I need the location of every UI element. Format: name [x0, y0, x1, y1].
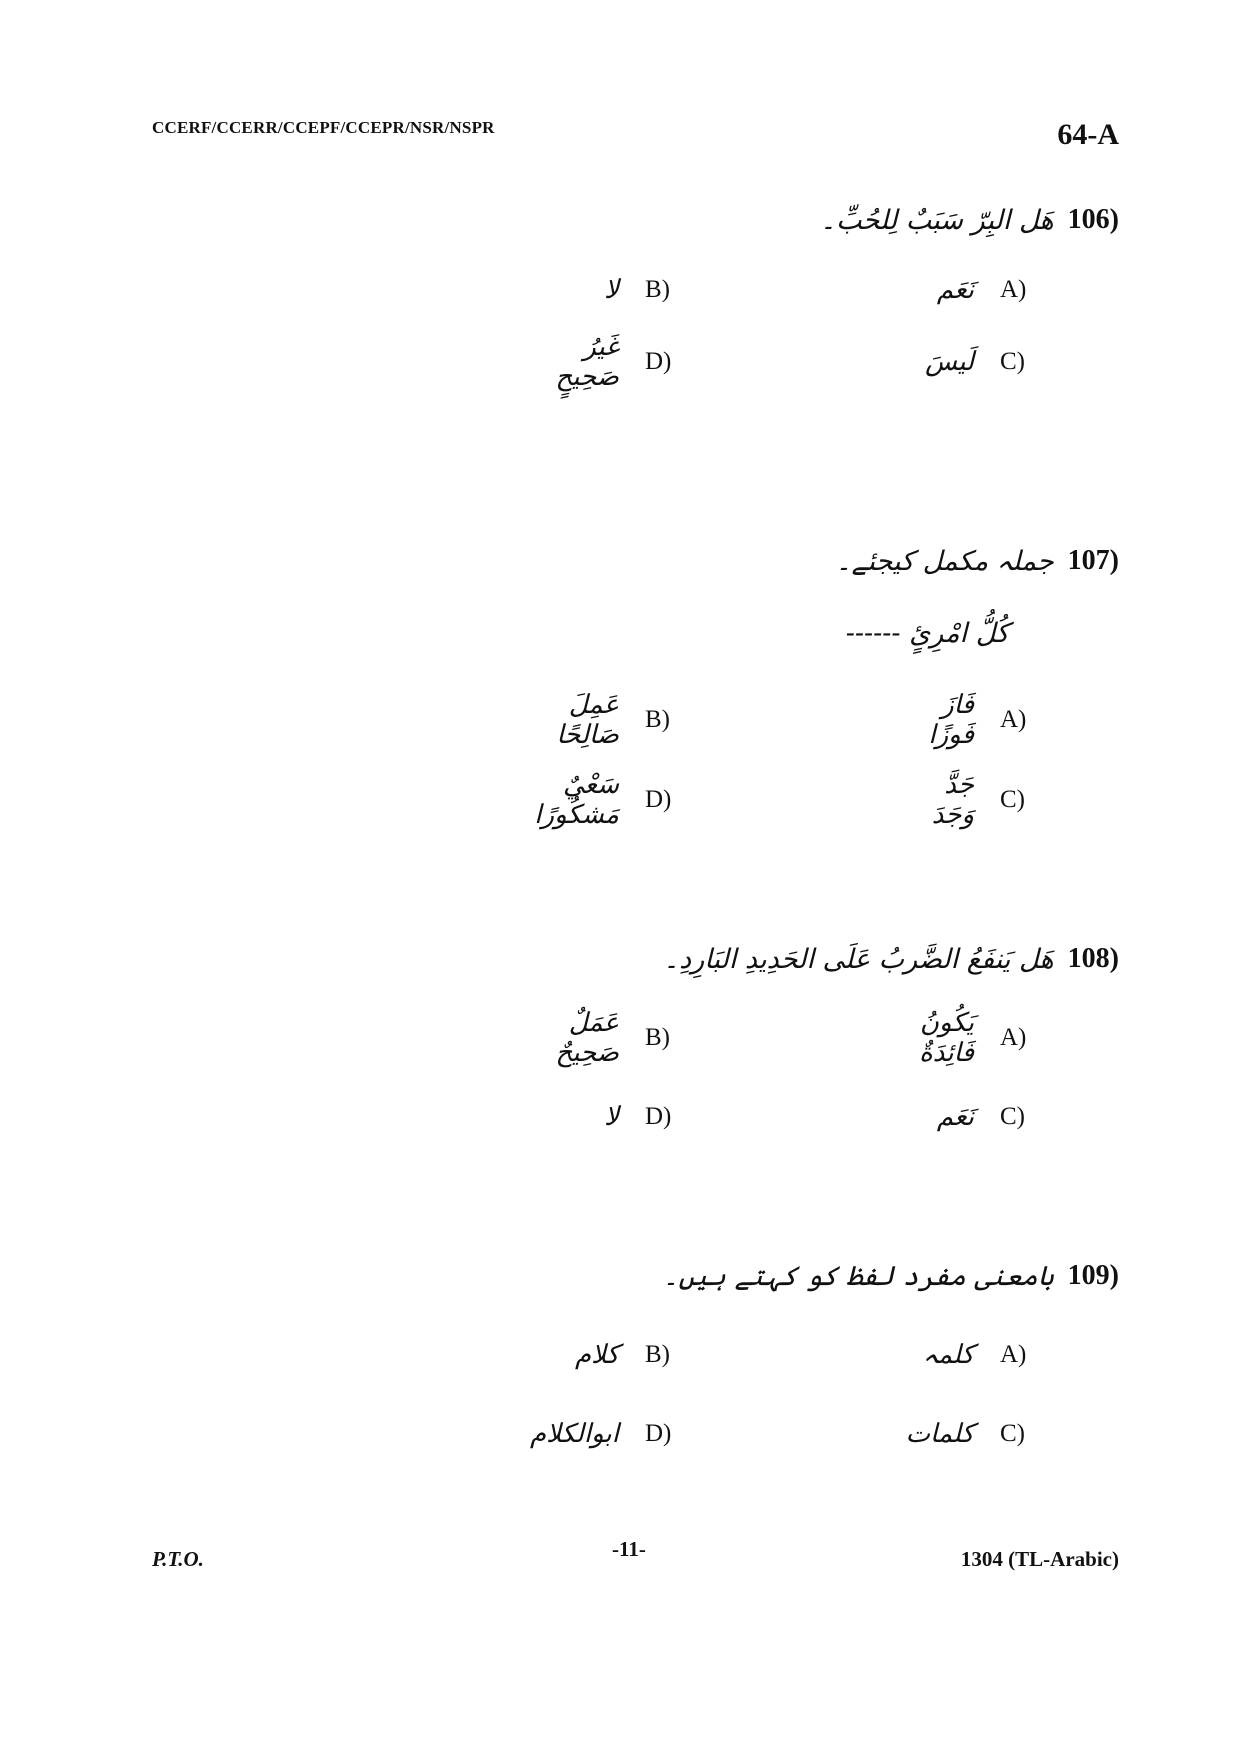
option-text: نَعَم [936, 275, 974, 305]
option-text: سَعْيٌ مَشكُورًا [534, 770, 619, 830]
option-text: عَمِلَ صَالِحًا [556, 690, 619, 750]
question-number: 107) [1067, 545, 1119, 576]
option-text: عَمَلٌ صَحِيحٌ [555, 1008, 619, 1068]
option-text: لَيسَ [925, 347, 974, 377]
option-label: D) [645, 348, 672, 375]
option-label: D) [645, 786, 672, 813]
option-text: يَكُونُ فَائِدَةٌ [919, 1008, 974, 1068]
question-number: 108) [1067, 943, 1119, 974]
option-label: B) [645, 706, 670, 733]
option-text: غَيرُ صَحِيحٍ [555, 332, 619, 392]
question-text: جملہ مکمل کیجئے۔ [835, 545, 1054, 577]
page-number: -11- [612, 1537, 646, 1561]
footer-pto: P.T.O. [152, 1547, 204, 1571]
option-label: B) [645, 1024, 670, 1051]
option-text: ابوالكلام [529, 1419, 619, 1449]
header-exam-code: CCERF/CCERR/CCEPF/CCEPR/NSR/NSPR [152, 118, 495, 137]
option-text: لا [604, 275, 619, 305]
option-text: كلمات [905, 1419, 974, 1449]
option-label: C) [1000, 1103, 1025, 1130]
option-text: كلام [575, 1340, 619, 1370]
question-text: بامعنی مفرد لفظ کو کہتے ہیں۔ [662, 1260, 1054, 1292]
option-label: A) [1000, 1341, 1027, 1368]
option-label: A) [1000, 706, 1027, 733]
option-label: A) [1000, 1024, 1027, 1051]
option-label: C) [1000, 1420, 1025, 1447]
option-text: كلمہ [922, 1340, 974, 1370]
option-label: C) [1000, 786, 1025, 813]
option-label: C) [1000, 348, 1025, 375]
question-text: هَل يَنفَعُ الضَّربُ عَلَى الحَدِيدِ البَارِدِ۔ [663, 943, 1054, 975]
option-text: جَدَّ وَجَدَ [931, 770, 974, 830]
footer-paper-code: 1304 (TL-Arabic) [960, 1547, 1119, 1571]
option-text: نَعَم [936, 1102, 974, 1132]
option-label: D) [645, 1103, 672, 1130]
option-text: لا [604, 1102, 619, 1132]
question-number: 109) [1067, 1260, 1119, 1291]
header-series: 64-A [1057, 118, 1119, 151]
question-number: 106) [1067, 204, 1119, 235]
option-label: A) [1000, 276, 1027, 303]
option-text: فَازَ فَوزًا [928, 690, 974, 750]
question-109 [663, 1254, 1119, 1298]
option-label: D) [645, 1420, 672, 1447]
question-106 [820, 198, 1119, 242]
question-sentence: كُلُّ امْرِئٍ ------ [845, 618, 1009, 649]
option-label: B) [645, 1341, 670, 1368]
question-107 [836, 539, 1119, 583]
question-text: هَل البِرّ سَبَبٌ لِلحُبِّ۔ [820, 204, 1054, 236]
question-108 [663, 937, 1119, 981]
option-label: B) [645, 276, 670, 303]
